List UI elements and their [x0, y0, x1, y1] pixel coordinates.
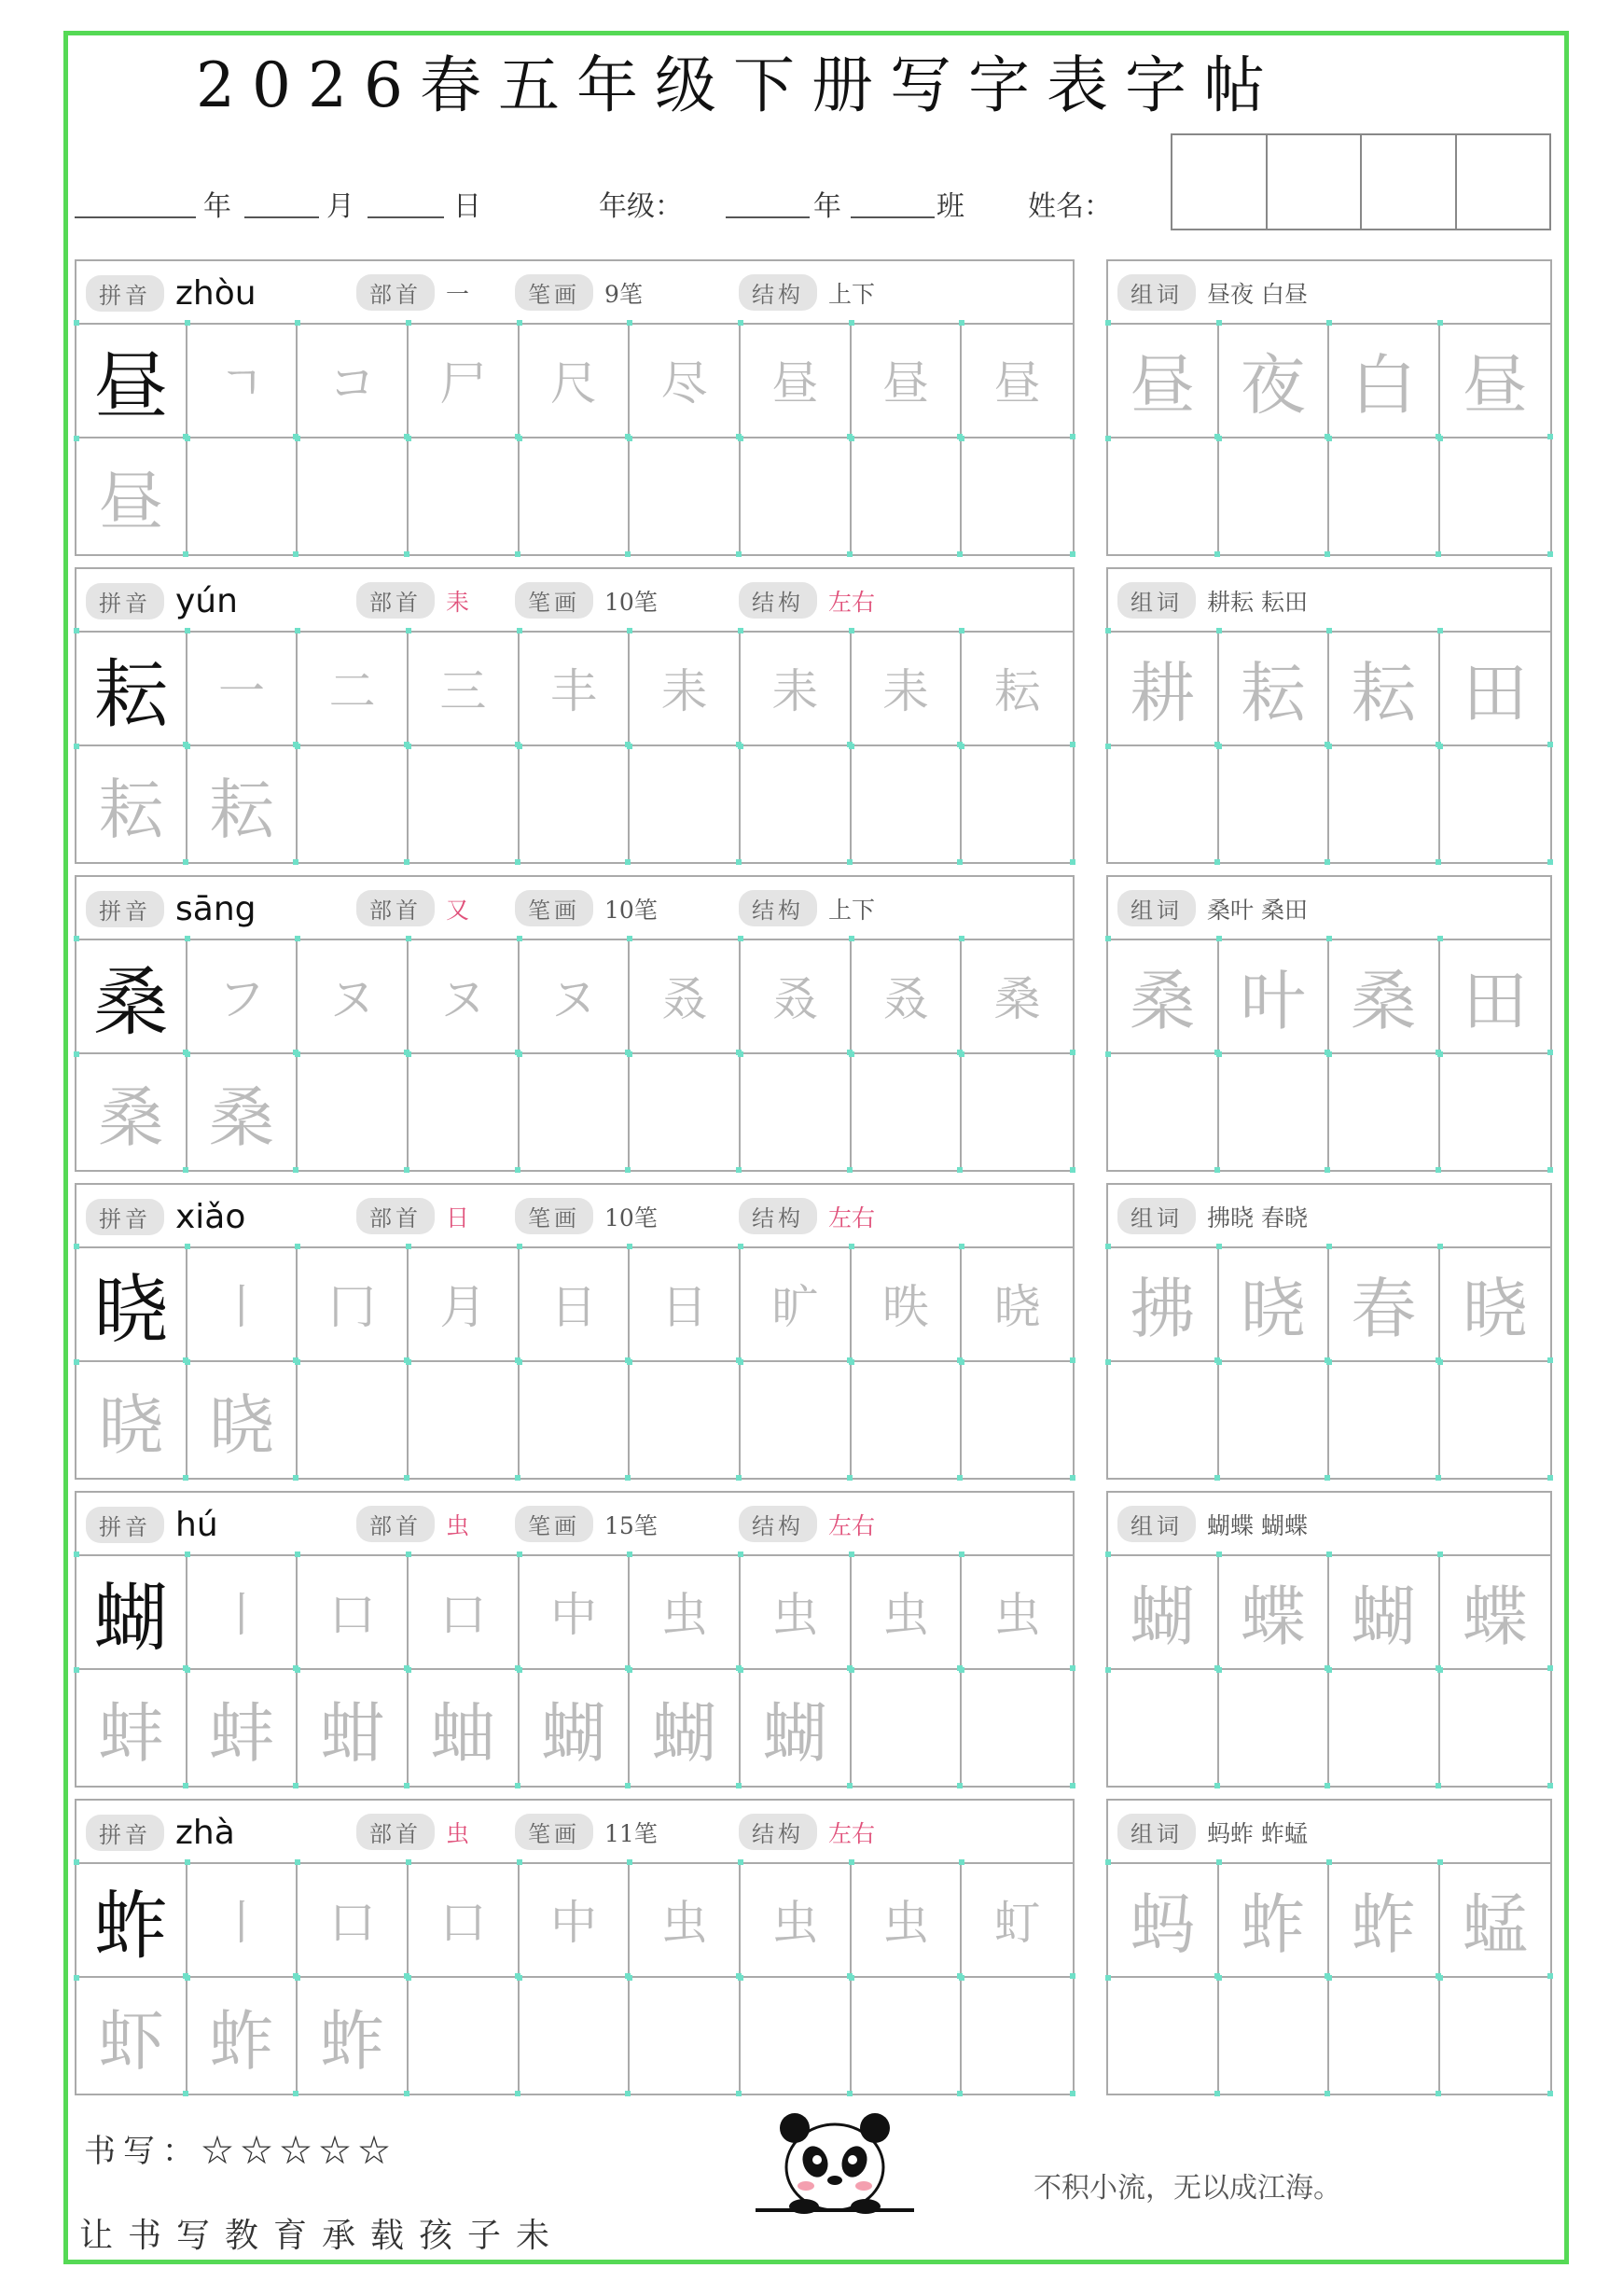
pinyin-tag: 拼音: [86, 1507, 164, 1543]
words-tag: 组词: [1117, 890, 1196, 926]
radical-field: [356, 1814, 469, 1850]
practice-cell[interactable]: 月: [409, 1246, 520, 1362]
word-practice-cell[interactable]: [1329, 746, 1440, 862]
practice-cell[interactable]: 虾: [76, 1978, 187, 2094]
pinyin-field: [86, 582, 238, 620]
practice-cell[interactable]: [741, 746, 852, 862]
practice-cell[interactable]: [741, 1054, 852, 1170]
practice-cell[interactable]: [520, 1054, 631, 1170]
word-trace-cell[interactable]: 田: [1440, 631, 1551, 746]
practice-cell[interactable]: [630, 746, 741, 862]
word-practice-cell[interactable]: [1108, 1978, 1219, 2094]
practice-cell[interactable]: 蝴: [630, 1670, 741, 1786]
practice-cell[interactable]: 日: [520, 1246, 631, 1362]
word-trace-cell[interactable]: 蜢: [1440, 1862, 1551, 1978]
model-char: 蚱: [76, 1862, 187, 1978]
word-trace-cell[interactable]: 春: [1329, 1246, 1440, 1362]
radical-tag: 部首: [356, 582, 435, 619]
practice-cell[interactable]: 虰: [962, 1862, 1073, 1978]
word-practice-cell[interactable]: [1329, 1670, 1440, 1786]
practice-cell[interactable]: [630, 1362, 741, 1478]
practice-cell[interactable]: 昼: [962, 323, 1073, 438]
word-practice-cell[interactable]: [1108, 1670, 1219, 1786]
practice-cell[interactable]: 桑: [76, 1054, 187, 1170]
word-practice-cell[interactable]: [1108, 746, 1219, 862]
practice-cell[interactable]: [630, 1978, 741, 2094]
pinyin-tag: 拼音: [86, 1199, 164, 1235]
practice-cell[interactable]: 尽: [630, 323, 741, 438]
practice-cell[interactable]: 耘: [76, 746, 187, 862]
practice-cell[interactable]: [187, 438, 298, 554]
practice-cell[interactable]: ヌ: [298, 939, 409, 1054]
practice-cell[interactable]: 尺: [520, 323, 631, 438]
words-header: [1108, 1801, 1550, 1864]
words-tag: 组词: [1117, 582, 1196, 619]
char-block-4: [75, 1491, 1075, 1788]
strokes-value: 10笔: [604, 588, 658, 616]
practice-cell[interactable]: 中: [520, 1862, 631, 1978]
structure-field: [739, 1506, 875, 1542]
practice-cell[interactable]: 蚱: [187, 1978, 298, 2094]
practice-cell[interactable]: 蚱: [298, 1978, 409, 2094]
practice-cell[interactable]: 叒: [741, 939, 852, 1054]
word-trace-cell[interactable]: 桑: [1329, 939, 1440, 1054]
name-box[interactable]: [1362, 135, 1457, 229]
radical-value: 又: [446, 896, 470, 924]
word-trace-cell[interactable]: 白: [1329, 323, 1440, 438]
word-trace-cell[interactable]: 蝶: [1219, 1554, 1330, 1670]
practice-cell[interactable]: ㄱ: [187, 323, 298, 438]
words-field: [1117, 1198, 1308, 1234]
word-trace-cell[interactable]: 耘: [1219, 631, 1330, 746]
practice-cell[interactable]: [852, 746, 963, 862]
practice-cell[interactable]: [852, 1054, 963, 1170]
word-practice-cell[interactable]: [1108, 1054, 1219, 1170]
practice-cell[interactable]: [409, 1054, 520, 1170]
practice-cell[interactable]: 晓: [962, 1246, 1073, 1362]
word-trace-cell[interactable]: 田: [1440, 939, 1551, 1054]
word-practice-cell[interactable]: [1219, 746, 1330, 862]
word-practice-cell[interactable]: [1108, 438, 1219, 554]
words-block-4: [1106, 1491, 1552, 1788]
words-field: [1117, 582, 1308, 619]
practice-cell[interactable]: 虫: [630, 1862, 741, 1978]
month-blank[interactable]: [244, 216, 319, 218]
practice-cell[interactable]: [520, 438, 631, 554]
practice-cell[interactable]: [298, 438, 409, 554]
char-block-0: [75, 259, 1075, 556]
pinyin-tag: 拼音: [86, 275, 164, 312]
practice-cell[interactable]: 蚌: [76, 1670, 187, 1786]
char-header: [76, 877, 1073, 940]
practice-cell[interactable]: [298, 746, 409, 862]
practice-cell[interactable]: 口: [298, 1862, 409, 1978]
motto: 不积小流，无以成江海。: [1033, 2172, 1341, 2205]
words-tag: 组词: [1117, 1506, 1196, 1542]
practice-cell[interactable]: 蚌: [187, 1670, 298, 1786]
words-value: 蝴蝶 蝴蝶: [1207, 1511, 1308, 1539]
strokes-value: 9笔: [604, 280, 643, 308]
practice-cell[interactable]: 晓: [187, 1362, 298, 1478]
practice-cell[interactable]: [630, 1054, 741, 1170]
radical-value: 虫: [446, 1819, 470, 1847]
year-label: 年: [203, 190, 231, 223]
radical-field: [356, 274, 469, 311]
words-block-5: [1106, 1799, 1552, 2095]
char-block-2: [75, 875, 1075, 1172]
practice-cell[interactable]: [852, 1362, 963, 1478]
word-practice-cell[interactable]: [1219, 438, 1330, 554]
words-header: [1108, 261, 1550, 325]
practice-cell[interactable]: 昼: [741, 323, 852, 438]
word-practice-cell[interactable]: [1440, 438, 1551, 554]
radical-field: [356, 582, 469, 619]
grade-blank[interactable]: [726, 216, 810, 218]
pinyin-field: [86, 890, 256, 928]
practice-cell[interactable]: [741, 438, 852, 554]
words-block-3: [1106, 1183, 1552, 1480]
practice-cell[interactable]: 口: [409, 1554, 520, 1670]
word-trace-cell[interactable]: 蚱: [1329, 1862, 1440, 1978]
name-box[interactable]: [1457, 135, 1550, 229]
pinyin-tag: 拼音: [86, 1815, 164, 1851]
word-practice-cell[interactable]: [1219, 1054, 1330, 1170]
word-practice-cell[interactable]: [1329, 1978, 1440, 2094]
strokes-tag: 笔画: [515, 890, 593, 926]
practice-cell[interactable]: 丨: [187, 1554, 298, 1670]
grade-label: 年级：: [599, 190, 683, 223]
pinyin-value: sāng: [175, 890, 257, 928]
page-title: 2026春五年级下册写字表字帖: [196, 49, 1282, 121]
pinyin-tag: 拼音: [86, 891, 164, 927]
practice-cell[interactable]: 昼: [852, 323, 963, 438]
practice-cell[interactable]: 叒: [630, 939, 741, 1054]
pinyin-value: xiǎo: [175, 1198, 246, 1236]
practice-cell[interactable]: ヌ: [520, 939, 631, 1054]
structure-tag: 结构: [739, 1198, 817, 1234]
structure-value: 上下: [828, 896, 876, 924]
strokes-value: 10笔: [604, 896, 658, 924]
practice-cell[interactable]: 耘: [187, 746, 298, 862]
strokes-field: [515, 582, 658, 619]
word-practice-cell[interactable]: [1440, 1978, 1551, 2094]
strokes-field: [515, 1814, 658, 1850]
practice-cell[interactable]: [852, 1978, 963, 2094]
practice-cell[interactable]: 耘: [962, 631, 1073, 746]
words-value: 蚂蚱 蚱蜢: [1207, 1819, 1308, 1847]
words-header: [1108, 1185, 1550, 1248]
class-blank[interactable]: [851, 216, 935, 218]
practice-cell[interactable]: [520, 1978, 631, 2094]
words-field: [1117, 890, 1308, 926]
practice-cell[interactable]: 口: [298, 1554, 409, 1670]
structure-tag: 结构: [739, 274, 817, 311]
radical-field: [356, 1198, 469, 1234]
practice-cell[interactable]: 旷: [741, 1246, 852, 1362]
strokes-tag: 笔画: [515, 274, 593, 311]
name-box[interactable]: [1172, 135, 1268, 229]
word-practice-cell[interactable]: [1440, 746, 1551, 862]
slogan: 让书写教育承载孩子未: [79, 2217, 565, 2255]
practice-cell[interactable]: 耒: [741, 631, 852, 746]
words-header: [1108, 569, 1550, 633]
structure-value: 左右: [828, 1511, 876, 1539]
word-practice-cell[interactable]: [1219, 1978, 1330, 2094]
radical-tag: 部首: [356, 1506, 435, 1542]
grade-year-label: 年: [813, 190, 841, 223]
strokes-tag: 笔画: [515, 1198, 593, 1234]
practice-cell[interactable]: [520, 746, 631, 862]
practice-cell[interactable]: ヌ: [409, 939, 520, 1054]
pinyin-field: [86, 1814, 235, 1852]
strokes-field: [515, 1506, 658, 1542]
practice-cell[interactable]: 日: [630, 1246, 741, 1362]
word-trace-cell[interactable]: 晓: [1440, 1246, 1551, 1362]
word-trace-cell[interactable]: 耘: [1329, 631, 1440, 746]
radical-field: [356, 890, 469, 926]
practice-cell[interactable]: [962, 1362, 1073, 1478]
practice-cell[interactable]: 丰: [520, 631, 631, 746]
words-value: 昼夜 白昼: [1207, 280, 1308, 308]
radical-field: [356, 1506, 469, 1542]
word-trace-cell[interactable]: 蝴: [1329, 1554, 1440, 1670]
class-label: 班: [936, 190, 964, 223]
panda-icon: [746, 2094, 923, 2216]
structure-value: 上下: [828, 280, 876, 308]
practice-cell[interactable]: [409, 1362, 520, 1478]
practice-cell[interactable]: 昼: [76, 438, 187, 554]
word-trace-cell[interactable]: 昼: [1440, 323, 1551, 438]
word-trace-cell[interactable]: 叶: [1219, 939, 1330, 1054]
practice-cell[interactable]: 昳: [852, 1246, 963, 1362]
practice-cell[interactable]: 丨: [187, 1862, 298, 1978]
practice-cell[interactable]: 叒: [852, 939, 963, 1054]
word-practice-cell[interactable]: [1108, 1362, 1219, 1478]
radical-tag: 部首: [356, 274, 435, 311]
strokes-field: [515, 274, 643, 311]
words-field: [1117, 1814, 1308, 1850]
practice-cell[interactable]: 丨: [187, 1246, 298, 1362]
year-blank[interactable]: [75, 216, 196, 218]
char-block-5: [75, 1799, 1075, 2095]
practice-cell[interactable]: [852, 1670, 963, 1786]
practice-cell[interactable]: 虫: [852, 1554, 963, 1670]
practice-cell[interactable]: 蝴: [520, 1670, 631, 1786]
radical-tag: 部首: [356, 890, 435, 926]
writing-rating: 书写：☆☆☆☆☆: [84, 2133, 397, 2170]
practice-cell[interactable]: 三: [409, 631, 520, 746]
practice-cell[interactable]: 晓: [76, 1362, 187, 1478]
strokes-field: [515, 1198, 658, 1234]
word-trace-cell[interactable]: 耕: [1108, 631, 1219, 746]
word-practice-cell[interactable]: [1329, 1362, 1440, 1478]
practice-cell[interactable]: [962, 1054, 1073, 1170]
word-practice-cell[interactable]: [1219, 1670, 1330, 1786]
month-label: 月: [326, 190, 354, 223]
practice-cell[interactable]: 二: [298, 631, 409, 746]
strokes-field: [515, 890, 658, 926]
words-field: [1117, 1506, 1308, 1542]
practice-cell[interactable]: 蝴: [741, 1670, 852, 1786]
word-trace-cell[interactable]: 拂: [1108, 1246, 1219, 1362]
practice-cell[interactable]: 虫: [741, 1554, 852, 1670]
words-tag: 组词: [1117, 1198, 1196, 1234]
char-block-3: [75, 1183, 1075, 1480]
practice-cell[interactable]: [741, 1362, 852, 1478]
pinyin-value: zhà: [175, 1814, 235, 1852]
day-blank[interactable]: [368, 216, 444, 218]
word-practice-cell[interactable]: [1329, 1054, 1440, 1170]
practice-cell[interactable]: [962, 438, 1073, 554]
strokes-value: 10笔: [604, 1204, 658, 1231]
strokes-tag: 笔画: [515, 1506, 593, 1542]
pinyin-value: yún: [175, 582, 238, 620]
practice-cell[interactable]: 蚰: [409, 1670, 520, 1786]
radical-value: 耒: [446, 588, 470, 616]
practice-cell[interactable]: [630, 438, 741, 554]
day-label: 日: [453, 190, 481, 223]
word-trace-cell[interactable]: 蝶: [1440, 1554, 1551, 1670]
practice-cell[interactable]: [741, 1978, 852, 2094]
word-trace-cell[interactable]: 蚱: [1219, 1862, 1330, 1978]
practice-cell[interactable]: 桑: [962, 939, 1073, 1054]
practice-cell[interactable]: 桑: [187, 1054, 298, 1170]
practice-cell[interactable]: 虫: [741, 1862, 852, 1978]
strokes-tag: 笔画: [515, 582, 593, 619]
practice-cell[interactable]: コ: [298, 323, 409, 438]
pinyin-field: [86, 1198, 245, 1236]
practice-cell[interactable]: [520, 1362, 631, 1478]
structure-value: 左右: [828, 588, 876, 616]
structure-tag: 结构: [739, 582, 817, 619]
structure-value: 左右: [828, 1819, 876, 1847]
words-block-2: [1106, 875, 1552, 1172]
pinyin-value: zhòu: [175, 274, 257, 313]
char-header: [76, 1493, 1073, 1556]
char-block-1: [75, 567, 1075, 864]
word-trace-cell[interactable]: 昼: [1108, 323, 1219, 438]
model-char: 蝴: [76, 1554, 187, 1670]
words-value: 拂晓 春晓: [1207, 1204, 1308, 1231]
strokes-value: 11笔: [604, 1819, 658, 1847]
word-practice-cell[interactable]: [1440, 1362, 1551, 1478]
practice-cell[interactable]: [409, 438, 520, 554]
practice-cell[interactable]: 中: [520, 1554, 631, 1670]
practice-cell[interactable]: フ: [187, 939, 298, 1054]
model-char: 桑: [76, 939, 187, 1054]
structure-tag: 结构: [739, 1814, 817, 1850]
practice-cell[interactable]: 虫: [962, 1554, 1073, 1670]
practice-cell[interactable]: 蚶: [298, 1670, 409, 1786]
model-char: 耘: [76, 631, 187, 746]
radical-tag: 部首: [356, 1198, 435, 1234]
word-trace-cell[interactable]: 夜: [1219, 323, 1330, 438]
practice-cell[interactable]: [852, 438, 963, 554]
structure-tag: 结构: [739, 1506, 817, 1542]
words-value: 桑叶 桑田: [1207, 896, 1308, 924]
word-trace-cell[interactable]: 蚂: [1108, 1862, 1219, 1978]
practice-cell[interactable]: [409, 746, 520, 862]
practice-cell[interactable]: 耒: [852, 631, 963, 746]
practice-cell[interactable]: [298, 1054, 409, 1170]
words-tag: 组词: [1117, 274, 1196, 311]
practice-cell[interactable]: [962, 746, 1073, 862]
practice-cell[interactable]: 虫: [630, 1554, 741, 1670]
model-char: 晓: [76, 1246, 187, 1362]
word-practice-cell[interactable]: [1219, 1362, 1330, 1478]
practice-cell[interactable]: 耒: [630, 631, 741, 746]
words-tag: 组词: [1117, 1814, 1196, 1850]
radical-tag: 部首: [356, 1814, 435, 1850]
words-block-1: [1106, 567, 1552, 864]
model-char: 昼: [76, 323, 187, 438]
name-box[interactable]: [1268, 135, 1363, 229]
char-header: [76, 569, 1073, 633]
word-trace-cell[interactable]: 蝴: [1108, 1554, 1219, 1670]
practice-cell[interactable]: [409, 1978, 520, 2094]
radical-value: 虫: [446, 1511, 470, 1539]
words-value: 耕耘 耘田: [1207, 588, 1308, 616]
radical-value: 一: [446, 280, 470, 308]
words-field: [1117, 274, 1308, 311]
practice-cell[interactable]: 口: [409, 1862, 520, 1978]
practice-cell[interactable]: 尸: [409, 323, 520, 438]
char-header: [76, 1185, 1073, 1248]
structure-field: [739, 890, 875, 926]
structure-field: [739, 274, 875, 311]
practice-cell[interactable]: [962, 1978, 1073, 2094]
word-trace-cell[interactable]: 桑: [1108, 939, 1219, 1054]
pinyin-tag: 拼音: [86, 583, 164, 619]
char-header: [76, 261, 1073, 325]
words-header: [1108, 1493, 1550, 1556]
pinyin-field: [86, 274, 257, 313]
structure-tag: 结构: [739, 890, 817, 926]
char-header: [76, 1801, 1073, 1864]
words-block-0: [1106, 259, 1552, 556]
structure-value: 左右: [828, 1204, 876, 1231]
structure-field: [739, 582, 875, 619]
practice-cell[interactable]: 虫: [852, 1862, 963, 1978]
name-boxes[interactable]: [1171, 133, 1551, 230]
pinyin-field: [86, 1506, 218, 1544]
structure-field: [739, 1814, 875, 1850]
radical-value: 日: [446, 1204, 470, 1231]
structure-field: [739, 1198, 875, 1234]
practice-cell[interactable]: [962, 1670, 1073, 1786]
pinyin-value: hú: [175, 1506, 218, 1544]
words-header: [1108, 877, 1550, 940]
practice-cell[interactable]: [298, 1362, 409, 1478]
name-label: 姓名：: [1028, 190, 1112, 223]
word-trace-cell[interactable]: 晓: [1219, 1246, 1330, 1362]
word-practice-cell[interactable]: [1440, 1670, 1551, 1786]
word-practice-cell[interactable]: [1440, 1054, 1551, 1170]
word-practice-cell[interactable]: [1329, 438, 1440, 554]
practice-cell[interactable]: 冂: [298, 1246, 409, 1362]
practice-cell[interactable]: 一: [187, 631, 298, 746]
strokes-tag: 笔画: [515, 1814, 593, 1850]
strokes-value: 15笔: [604, 1511, 658, 1539]
